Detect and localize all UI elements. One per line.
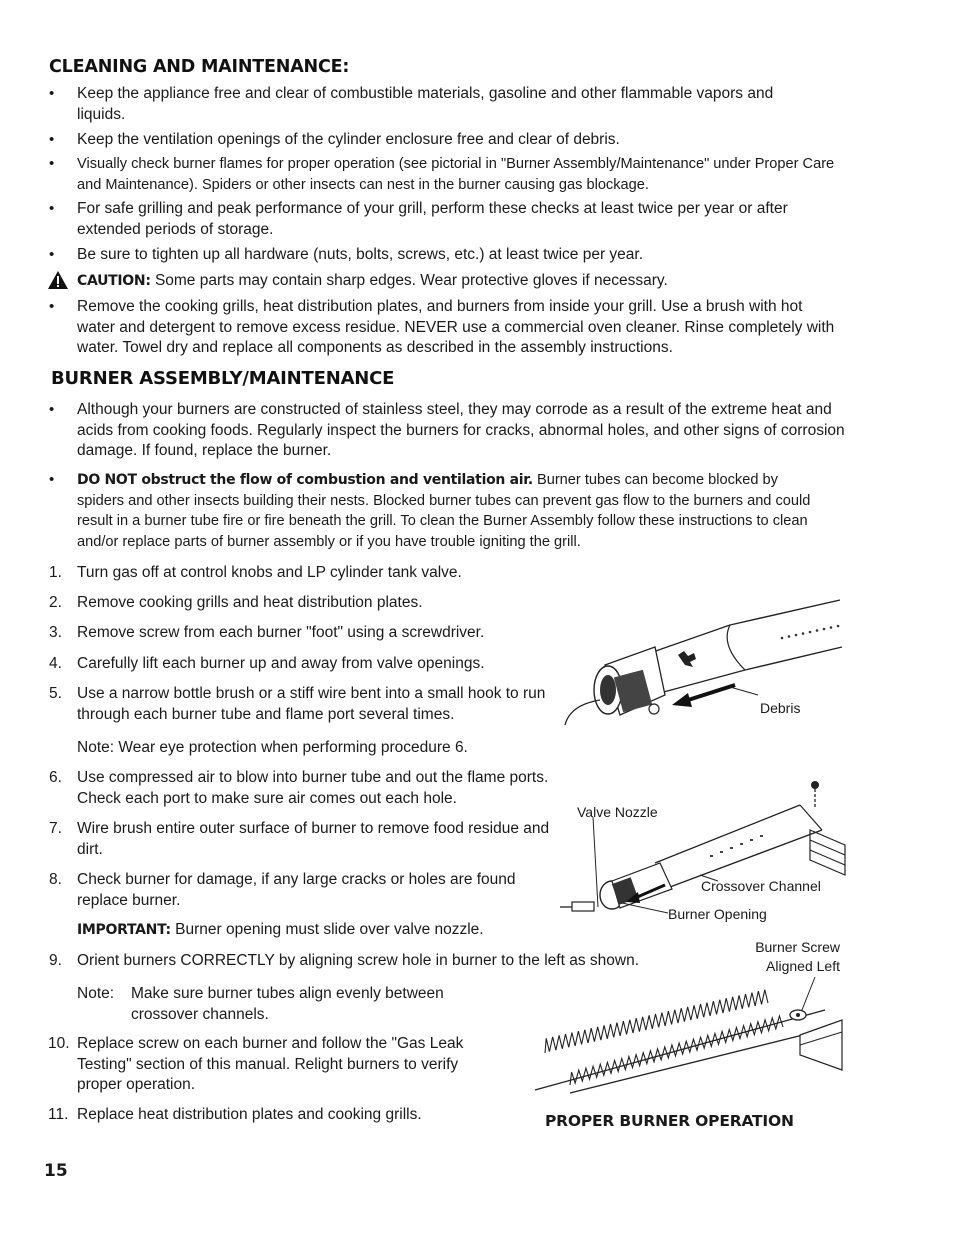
burner-debris-illustration <box>560 595 850 735</box>
step-11: Replace heat distribution plates and cooking grills. <box>77 1106 422 1123</box>
step-10: Replace screw on each burner and follow the "Gas Leak Testing" section of this manual. Relight burners to verify proper operation. <box>77 1035 464 1093</box>
step-number: 9. <box>49 952 62 969</box>
step-2: Remove cooking grills and heat distribution plates. <box>77 594 423 611</box>
step-number: 4. <box>49 655 62 672</box>
bullet: • <box>49 85 55 102</box>
cleaning-bullet-4: For safe grilling and peak performance of your grill, perform these checks at least twice per year or after extended periods of storage. <box>77 200 788 238</box>
step-3: Remove screw from each burner "foot" using a screwdriver. <box>77 624 485 641</box>
step-number: 10. <box>48 1035 70 1052</box>
label-valve-nozzle: Valve Nozzle <box>577 804 658 820</box>
section-title-cleaning: CLEANING AND MAINTENANCE: <box>49 57 350 77</box>
bullet: • <box>49 200 55 217</box>
important-line <box>77 920 557 941</box>
bullet: • <box>49 155 55 172</box>
burner-bullet-2 <box>77 470 822 552</box>
step-number: 7. <box>49 820 62 837</box>
burner-bullet-2-bold: DO NOT obstruct the flow of combustion and ventilation air. <box>77 472 533 488</box>
important-text: Burner opening must slide over valve nozzle. <box>175 921 484 938</box>
burner-bullet-2-text: Burner tubes can become blocked by spiders and other insects building their nests. Blocked burner tubes can prevent gas flow to the burners and could result in a burner tube fire or fire beneath the grill. To clean the Burner Assembly follow these instructions to clean and/or replace parts of burner assembly or if you have trouble igniting the grill. <box>77 472 811 550</box>
step-8: Check burner for damage, if any large cracks or holes are found replace burner. <box>77 871 516 909</box>
note-step-6: Note: Wear eye protection when performing procedure 6. <box>77 739 468 756</box>
step-1: Turn gas off at control knobs and LP cylinder tank valve. <box>77 564 462 581</box>
caution-label: CAUTION: <box>77 273 151 289</box>
note-9-text: Make sure burner tubes align evenly between crossover channels. <box>131 985 444 1023</box>
step-number: 11. <box>48 1106 69 1123</box>
figure-caption-proper-operation: PROPER BURNER OPERATION <box>545 1112 794 1130</box>
bullet: • <box>49 131 55 148</box>
bullet: • <box>49 401 55 418</box>
label-burner-screw-1: Burner Screw <box>755 939 840 955</box>
cleaning-bullet-3: Visually check burner flames for proper operation (see pictorial in "Burner Assembly/Maintenance" under Proper Care and Maintenance). Spiders or other insects can nest in the burner causing gas blockage. <box>77 156 835 193</box>
section-title-burner: BURNER ASSEMBLY/MAINTENANCE <box>51 368 395 389</box>
note-9-label: Note: <box>77 985 115 1002</box>
step-number: 2. <box>49 594 62 611</box>
step-number: 8. <box>49 871 62 888</box>
step-number: 3. <box>49 624 62 641</box>
caution-line <box>77 271 837 292</box>
caution-text: Some parts may contain sharp edges. Wear protective gloves if necessary. <box>154 272 668 289</box>
step-4: Carefully lift each burner up and away from valve openings. <box>77 655 485 672</box>
cleaning-bullet-1: Keep the appliance free and clear of combustible materials, gasoline and other flammable vapors and liquids. <box>77 85 774 123</box>
step-9: Orient burners CORRECTLY by aligning screw hole in burner to the left as shown. <box>77 952 639 969</box>
step-number: 1. <box>49 564 62 581</box>
proper-burner-illustration <box>530 975 845 1100</box>
step-6: Use compressed air to blow into burner tube and out the flame ports. Check each port to make sure air comes out each hole. <box>77 769 549 807</box>
cleaning-bullet-6: Remove the cooking grills, heat distribution plates, and burners from inside your grill. Use a brush with hot water and detergent to remove excess residue. NEVER use a commercial oven cleaner. Rinse completely with water. Towel dry and replace all components as described in the assembly instructions. <box>77 298 835 356</box>
important-label: IMPORTANT: <box>77 922 171 938</box>
label-debris: Debris <box>760 700 801 716</box>
label-burner-screw-2: Aligned Left <box>766 958 840 974</box>
burner-bullet-1: Although your burners are constructed of stainless steel, they may corrode as a result of the extreme heat and acids from cooking foods. Regularly inspect the burners for cracks, abnormal holes, and other signs of corrosion damage. If found, replace the burner. <box>77 401 845 459</box>
label-burner-opening: Burner Opening <box>668 906 767 922</box>
bullet: • <box>49 298 55 315</box>
bullet: • <box>49 246 55 263</box>
bullet: • <box>49 471 55 488</box>
step-7: Wire brush entire outer surface of burner to remove food residue and dirt. <box>77 820 550 858</box>
warning-icon <box>47 270 69 290</box>
cleaning-bullet-5: Be sure to tighten up all hardware (nuts, bolts, screws, etc.) at least twice per year. <box>77 246 644 263</box>
step-number: 6. <box>49 769 62 786</box>
burner-valve-illustration <box>560 775 850 925</box>
step-5: Use a narrow bottle brush or a stiff wire bent into a small hook to run through each burner tube and flame port several times. <box>77 685 546 723</box>
page-number: 15 <box>44 1161 68 1181</box>
label-crossover-channel: Crossover Channel <box>701 878 821 894</box>
step-number: 5. <box>49 685 62 702</box>
cleaning-bullet-2: Keep the ventilation openings of the cylinder enclosure free and clear of debris. <box>77 131 620 148</box>
